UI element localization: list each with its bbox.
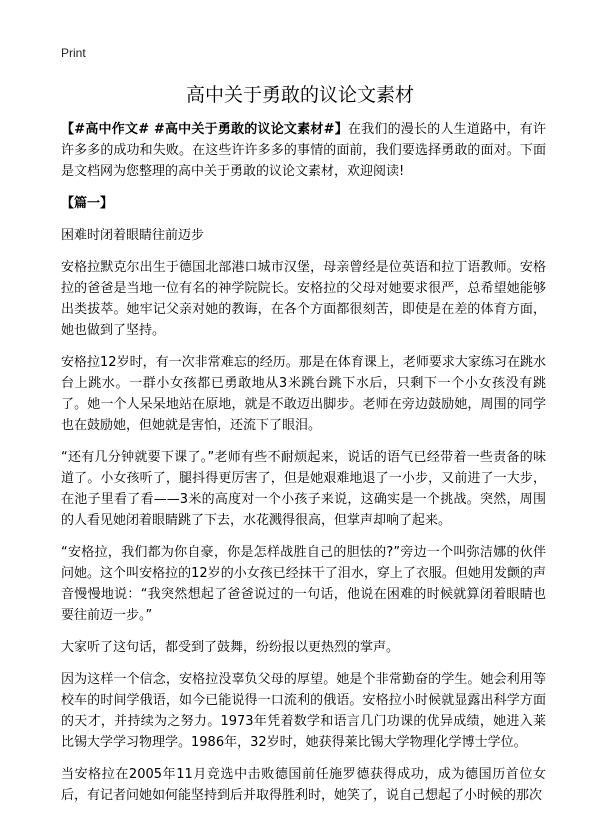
document-body xyxy=(61,119,546,817)
paragraph: 大家听了这句话，都受到了鼓舞，纷纷报以更热烈的掌声。 xyxy=(61,640,400,655)
intro-text: 在我们的漫长的人生道路中，有许许多多的成功和失败。在这些许许多多的事情的面前，我们要选择勇敢的面对。下面是文档网为您整理的高中关于勇敢的议论文素材，欢迎阅读! xyxy=(61,122,546,179)
paragraph: “还有几分钟就要下课了。”老师有些不耐烦起来，说话的语气已经带着一些责备的味道了。小女孩听了，腿抖得更厉害了，但是她艰难地退了一小步，又前进了一大步，在池子里看了看——3米的高度对一个小孩子来说，这确实是一个挑战。突然，周围的人看见她闭着眼睛跳了下去，水花溅得很高，但掌声却响了起来。 xyxy=(61,450,546,528)
document-title: 高中关于勇敢的议论文素材 xyxy=(185,84,414,106)
print-label[interactable]: Print xyxy=(61,46,86,60)
paragraph: “安格拉，我们都为你自豪，你是怎样战胜自己的胆怯的?”旁边一个叫弥洁娜的伙伴问她。这个叫安格拉的12岁的小女孩已经抹干了泪水，穿上了衣服。但她用发颤的声音慢慢地说：“我突然想起了爸爸说过的一句话，他说在困难的时候就算闭着眼睛也要往前迈一步。” xyxy=(61,545,546,623)
section-heading: 【篇一】 xyxy=(61,196,114,211)
subheading: 困难时闭着眼睛往前迈步 xyxy=(61,228,205,243)
paragraph: 安格拉12岁时，有一次非常难忘的经历。那是在体育课上，老师要求大家练习在跳水台上跳水。一群小女孩都已勇敢地从3米跳台跳下水后，只剩下一个小女孩没有跳了。她一个人呆呆地站在原地，就是不敢迈出脚步。老师在旁边鼓励她，周围的同学也在鼓励她，但她就是害怕，还流下了眼泪。 xyxy=(61,355,546,433)
paragraph: 因为这样一个信念，安格拉没辜负父母的厚望。她是个非常勤奋的学生。她会利用等校车的时间学俄语，如今已能说得一口流利的俄语。安格拉小时候就显露出科学方面的天才，并持续为之努力。1973年凭着数学和语言几门功课的优异成绩，她进入莱比锡大学学习物理学。1986年，32岁时，她获得莱比锡大学物理化学博士学位。 xyxy=(61,672,546,750)
paragraph: 当安格拉在2005年11月竞选中击败德国前任施罗德获得成功，成为德国历首位女后，有记者问她如何能坚持到后并取得胜利时，她笑了，说自己想起了小时候的那次 xyxy=(61,767,546,803)
paragraph: 安格拉默克尔出生于德国北部港口城市汉堡，母亲曾经是位英语和拉丁语教师。安格拉的爸爸是当地一位有名的神学院院长。安格拉的父母对她要求很严，总希望她能够出类拔萃。她牢记父亲对她的教诲，在各个方面都很刻苦，即使是在差的体育方面，她也做到了坚持。 xyxy=(61,260,546,338)
intro-tags: 【#高中作文# #高中关于勇敢的议论文素材#】 xyxy=(61,122,348,137)
intro-paragraph xyxy=(61,119,546,182)
